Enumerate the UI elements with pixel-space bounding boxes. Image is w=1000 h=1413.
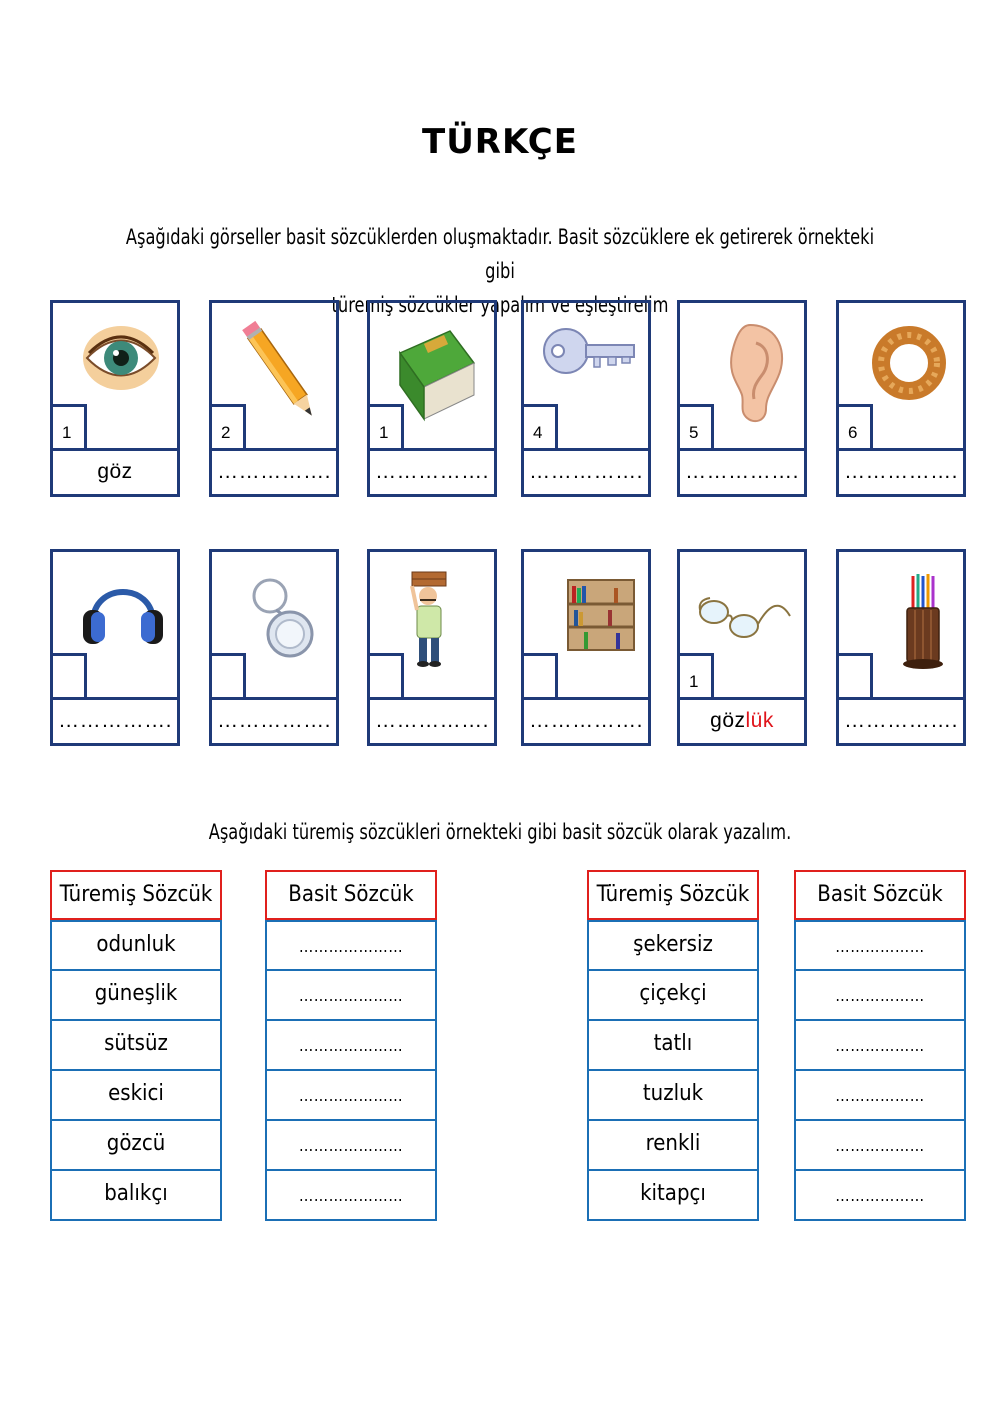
column-header: Basit Sözcük [265,870,437,920]
table-right-derived [587,870,759,1221]
card-simit [836,300,966,497]
card-glasses [677,549,807,746]
card-number [53,653,87,697]
card-book [367,300,497,497]
table-cell: kitapçı [587,1171,759,1221]
card-headphones [50,549,180,746]
table-cell: renkli [587,1121,759,1171]
example-root: göz [710,709,746,732]
card-word: ……………. [212,697,336,743]
card-number: 5 [680,404,714,448]
card-number [524,653,558,697]
card-number: 2 [212,404,246,448]
table-left-base [265,870,437,1221]
card-word: ……………. [839,697,963,743]
column-header: Türemiş Sözcük [587,870,759,920]
card-word: ……………. [524,697,648,743]
answer-blank[interactable]: ……………… [794,1171,966,1221]
table-cell: gözcü [50,1121,222,1171]
table-cell: odunluk [50,920,222,971]
instruction-line-1: Aşağıdaki görseller basit sözcüklerden oluşmaktadır. Basit sözcüklere ek getirerek örnekteki gibi [125,225,875,283]
answer-blank[interactable]: ………………… [265,1071,437,1121]
table-right-base [794,870,966,1221]
table-cell: tatlı [587,1021,759,1071]
table-cell: eskici [50,1071,222,1121]
table-cell: güneşlik [50,971,222,1021]
card-keyring [209,549,339,746]
card-number [370,653,404,697]
column-header: Türemiş Sözcük [50,870,222,920]
answer-blank[interactable]: ………………… [265,1171,437,1221]
instruction-line-2: türemiş sözcükler yapalım ve eşleştirelim [331,293,669,317]
card-eye [50,300,180,497]
card-word: ……………. [839,448,963,494]
card-word: ……………. [212,448,336,494]
card-number: 1 [680,653,714,697]
card-word: göz [53,448,177,494]
card-number [212,653,246,697]
answer-blank[interactable]: ……………… [794,1071,966,1121]
card-number: 4 [524,404,558,448]
answer-blank[interactable]: ………………… [265,1121,437,1171]
answer-blank[interactable]: ……………… [794,971,966,1021]
card-number: 1 [370,404,404,448]
answer-blank[interactable]: ……………… [794,920,966,971]
card-ear [677,300,807,497]
instruction-2: Aşağıdaki türemiş sözcükleri örnekteki gibi basit sözcük olarak yazalım. [208,820,792,844]
card-word: ……………. [524,448,648,494]
table-cell: sütsüz [50,1021,222,1071]
card-pencil [209,300,339,497]
page-title: TÜRKÇE [422,122,578,162]
card-word: ……………. [370,448,494,494]
card-word: ……………. [370,697,494,743]
card-number: 1 [53,404,87,448]
answer-blank[interactable]: ………………… [265,1021,437,1071]
card-word-example [680,697,804,743]
card-word: ……………. [53,697,177,743]
card-number: 6 [839,404,873,448]
card-word: ……………. [680,448,804,494]
table-left-derived [50,870,222,1221]
card-porter [367,549,497,746]
card-pencil-holder [836,549,966,746]
answer-blank[interactable]: ………………… [265,920,437,971]
card-number [839,653,873,697]
answer-blank[interactable]: ………………… [265,971,437,1021]
column-header: Basit Sözcük [794,870,966,920]
card-key [521,300,651,497]
table-cell: balıkçı [50,1171,222,1221]
table-cell: çiçekçi [587,971,759,1021]
card-bookshelf [521,549,651,746]
table-cell: tuzluk [587,1071,759,1121]
example-suffix: lük [745,709,774,732]
answer-blank[interactable]: ……………… [794,1121,966,1171]
answer-blank[interactable]: ……………… [794,1021,966,1071]
table-cell: şekersiz [587,920,759,971]
